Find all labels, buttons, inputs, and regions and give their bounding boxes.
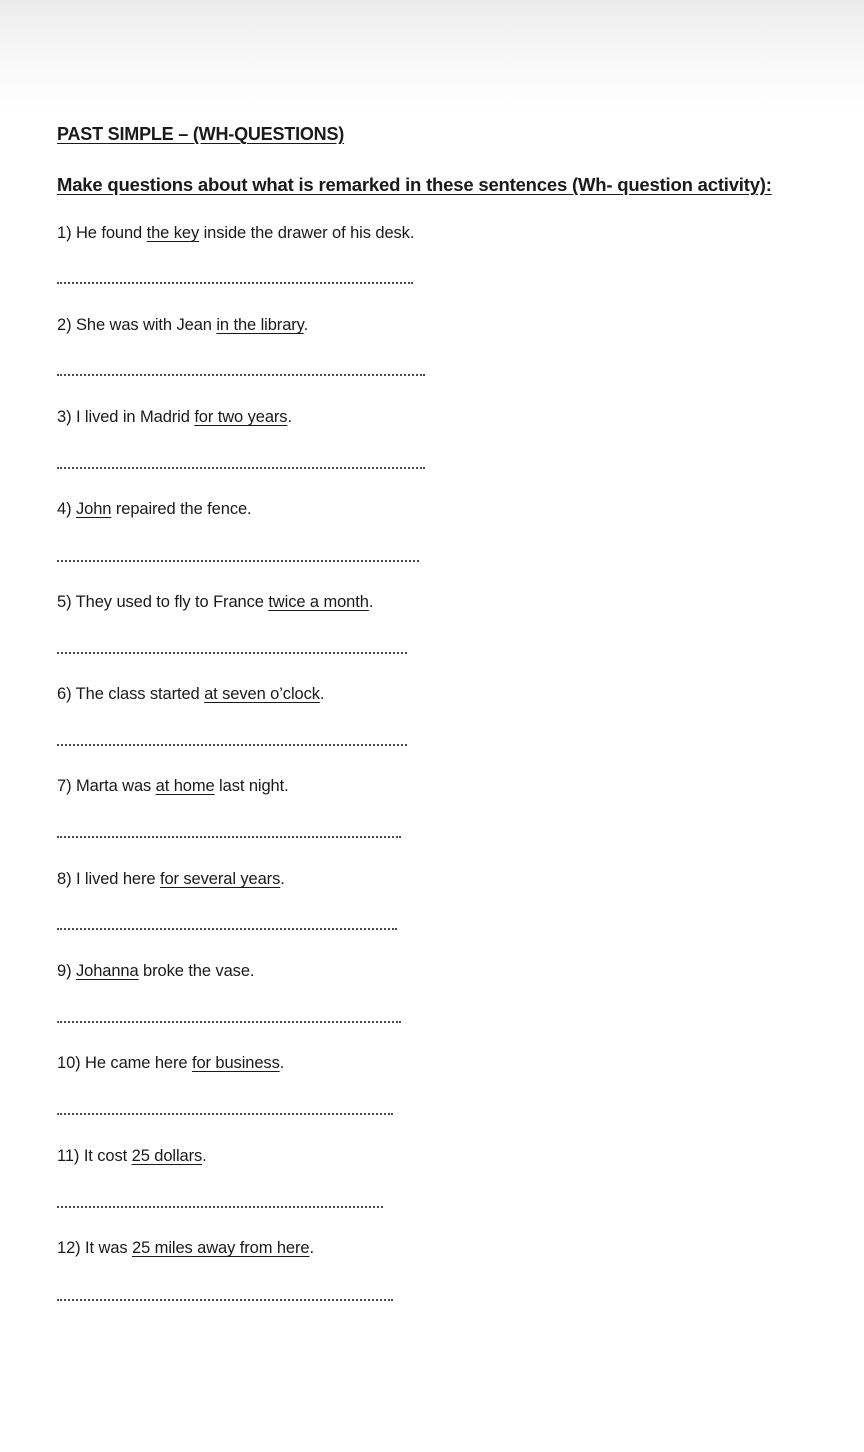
answer-line-12[interactable] (57, 1299, 393, 1301)
question-text-after: . (303, 316, 309, 334)
question-text-before: The class started (75, 685, 205, 703)
question-text-after: . (319, 685, 325, 703)
answer-line-10[interactable] (57, 1113, 393, 1115)
question-text-before: I lived in Madrid (75, 408, 195, 426)
answer-line-9[interactable] (57, 1021, 401, 1023)
question-number: 1) (57, 224, 72, 242)
question-text-after: . (287, 408, 292, 426)
question-text-after: last night. (214, 777, 289, 795)
question-underlined-part: at home (155, 777, 215, 795)
question-text-after: repaired the fence. (111, 500, 252, 518)
question-number: 12) (57, 1239, 81, 1257)
question-8 (57, 870, 285, 889)
question-text-after: . (280, 870, 285, 888)
worksheet-title: PAST SIMPLE – (WH-QUESTIONS) (57, 124, 345, 144)
question-10 (57, 1054, 284, 1073)
question-3 (57, 408, 292, 427)
question-text-after: . (202, 1147, 207, 1165)
question-underlined-part: 25 miles away from here (132, 1239, 310, 1257)
question-number: 10) (57, 1054, 81, 1072)
question-number: 9) (57, 962, 72, 980)
answer-line-5[interactable] (57, 652, 407, 654)
answer-line-6[interactable] (57, 744, 407, 746)
question-7 (57, 777, 289, 796)
question-text-after: . (309, 1239, 314, 1257)
question-underlined-part: in the library (216, 316, 304, 334)
question-number: 2) (57, 316, 72, 334)
question-6 (57, 685, 324, 704)
question-underlined-part: for two years (194, 408, 288, 426)
answer-line-8[interactable] (57, 928, 397, 930)
worksheet-instruction: Make questions about what is remarked in these sentences (Wh- question activity): (57, 174, 772, 195)
question-underlined-part: twice a month (268, 593, 369, 611)
question-underlined-part: John (75, 500, 112, 518)
question-underlined-part: for business (191, 1054, 280, 1072)
question-1 (57, 224, 414, 243)
question-text-before: I lived here (75, 870, 160, 888)
question-number: 11) (57, 1147, 80, 1165)
question-number: 4) (57, 500, 72, 518)
answer-line-2[interactable] (57, 374, 425, 376)
question-number: 7) (57, 777, 72, 795)
question-text-after: broke the vase. (138, 962, 255, 980)
question-text-after: . (368, 593, 374, 611)
question-text-before: She was with Jean (75, 316, 217, 334)
question-text-before: It cost (83, 1147, 132, 1165)
question-underlined-part: Johanna (75, 962, 139, 980)
question-2 (57, 316, 308, 335)
question-text-before: They used to fly to France (75, 593, 269, 611)
answer-line-7[interactable] (57, 836, 401, 838)
answer-line-11[interactable] (57, 1206, 383, 1208)
question-text-before: It was (85, 1239, 133, 1257)
answer-line-3[interactable] (57, 467, 425, 469)
question-underlined-part: for several years (159, 870, 281, 888)
top-shadow-band (0, 0, 864, 110)
question-underlined-part: the key (146, 224, 200, 242)
question-underlined-part: at seven o’clock (204, 685, 320, 703)
question-11 (57, 1147, 207, 1166)
question-number: 6) (57, 685, 72, 703)
question-number: 5) (57, 593, 72, 611)
question-12 (57, 1239, 314, 1258)
question-text-before: Marta was (75, 777, 156, 795)
question-text-before: He came here (85, 1054, 192, 1072)
question-4 (57, 500, 252, 519)
question-number: 3) (57, 408, 72, 426)
answer-line-4[interactable] (57, 560, 419, 562)
question-5 (57, 593, 373, 612)
question-text-after: . (279, 1054, 285, 1072)
question-underlined-part: 25 dollars (131, 1147, 203, 1165)
question-text-before: He found (75, 224, 147, 242)
answer-line-1[interactable] (57, 282, 413, 284)
question-number: 8) (57, 870, 72, 888)
question-9 (57, 962, 254, 981)
question-text-after: inside the drawer of his desk. (199, 224, 415, 242)
